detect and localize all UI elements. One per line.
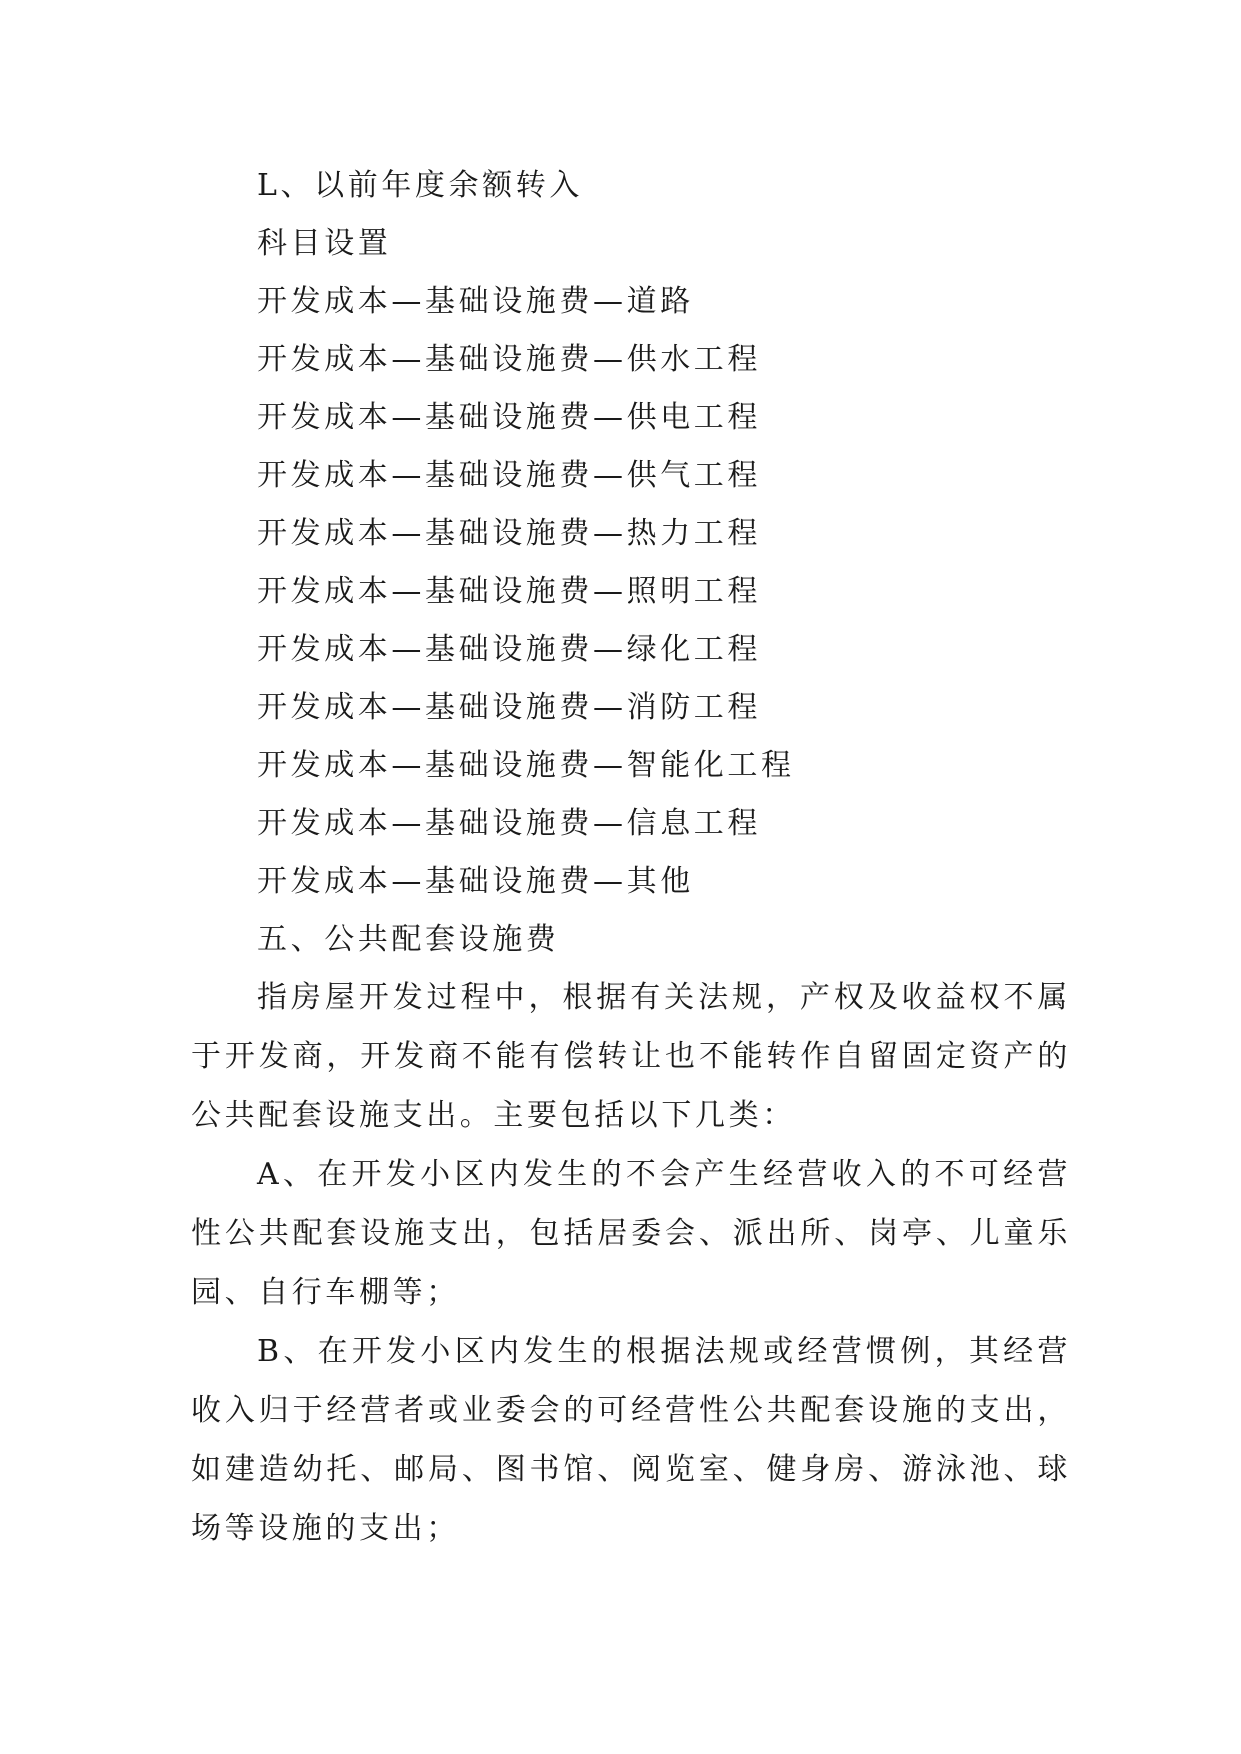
text-line-account-setup: 科目设置 [257,226,392,261]
text-line-prior-year-balance: L、以前年度余额转入 [257,168,583,203]
text-line-account-lighting: 开发成本—基础设施费—照明工程 [257,574,761,609]
text-line-account-water: 开发成本—基础设施费—供水工程 [257,342,761,377]
section-heading-public-facilities: 五、公共配套设施费 [257,922,560,957]
text-line-account-smart: 开发成本—基础设施费—智能化工程 [257,748,795,783]
text-line-account-info: 开发成本—基础设施费—信息工程 [257,806,761,841]
text-line-account-roads: 开发成本—基础设施费—道路 [257,284,694,319]
paragraph-item-b: B、在开发小区内发生的根据法规或经营惯例，其经营收入归于经营者或业委会的可经营性公共配套设施的支出，如建造幼托、邮局、图书馆、阅览室、健身房、游泳池、球场等设施的支出； [191,1334,1071,1546]
paragraph-item-a: A、在开发小区内发生的不会产生经营收入的不可经营性公共配套设施支出，包括居委会、派出所、岗亭、儿童乐园、自行车棚等； [191,1157,1071,1310]
text-line-account-heating: 开发成本—基础设施费—热力工程 [257,516,761,551]
text-line-account-fire: 开发成本—基础设施费—消防工程 [257,690,761,725]
text-line-account-greening: 开发成本—基础设施费—绿化工程 [257,632,761,667]
text-line-account-gas: 开发成本—基础设施费—供气工程 [257,458,761,493]
text-line-account-power: 开发成本—基础设施费—供电工程 [257,400,761,435]
paragraph-definition: 指房屋开发过程中，根据有关法规，产权及收益权不属于开发商，开发商不能有偿转让也不能转作自留固定资产的公共配套设施支出。主要包括以下几类： [191,980,1071,1133]
text-line-account-other: 开发成本—基础设施费—其他 [257,864,694,899]
